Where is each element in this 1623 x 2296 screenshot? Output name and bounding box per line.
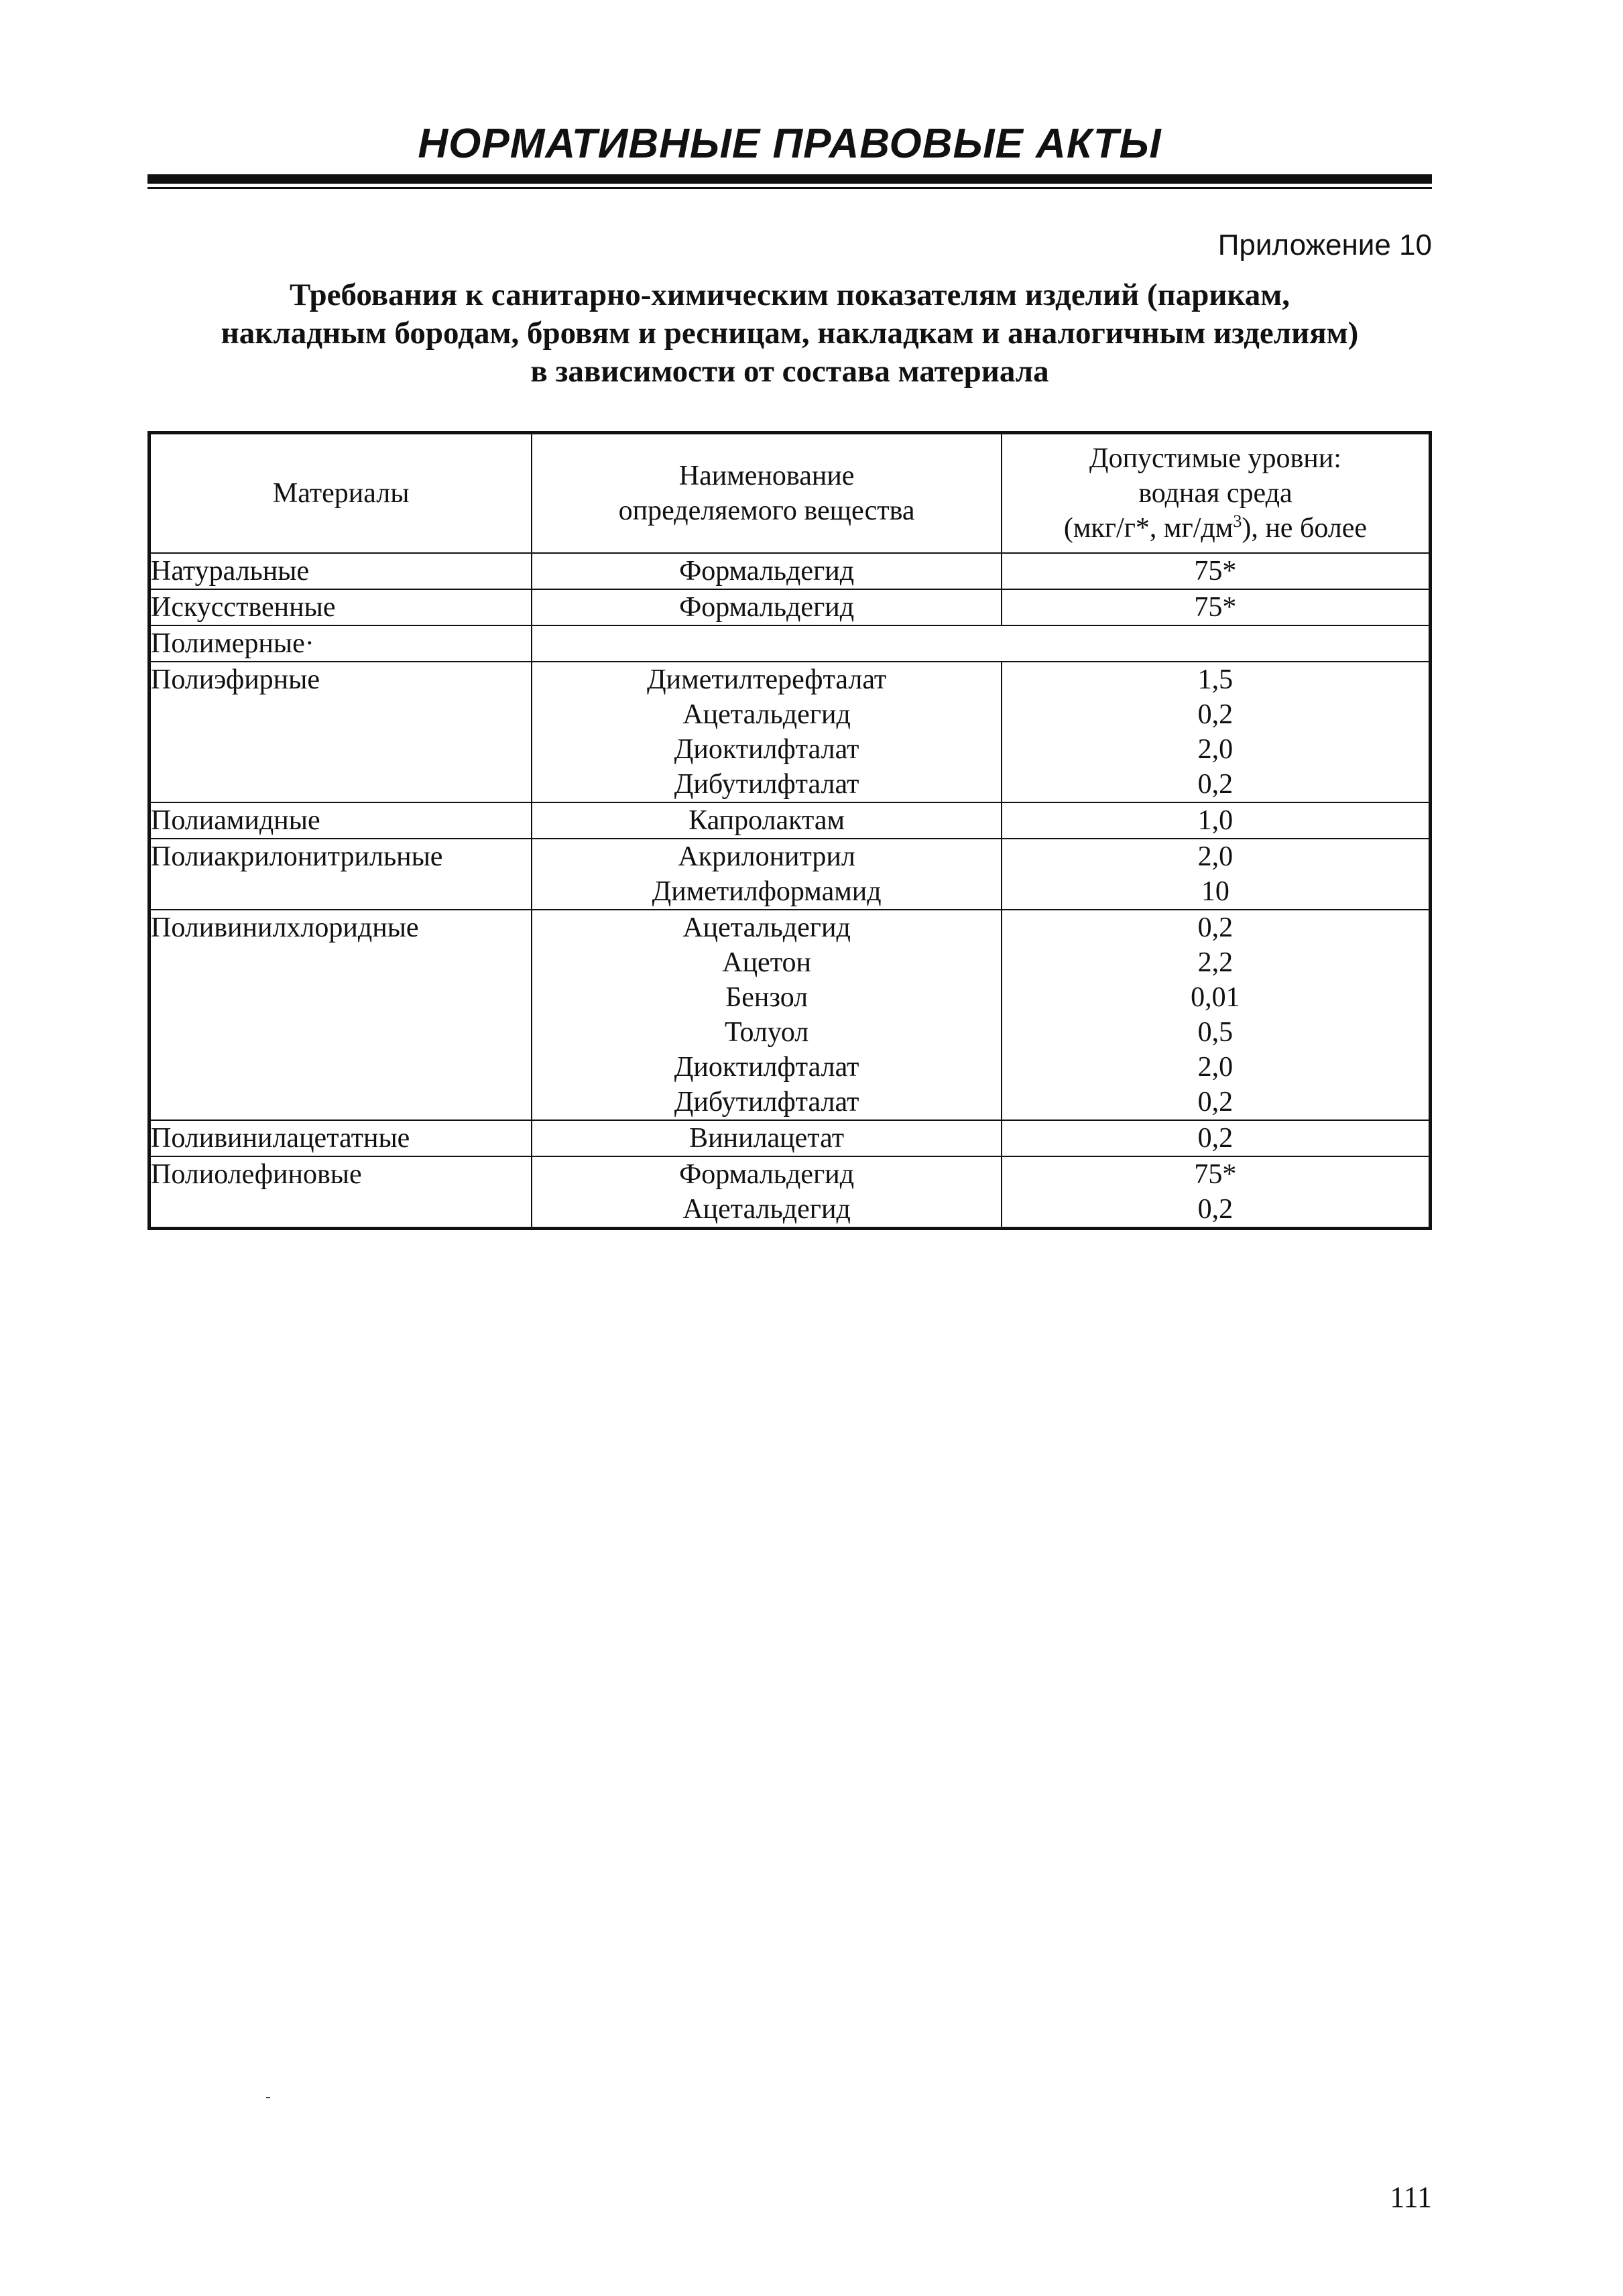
header-materials xyxy=(149,433,532,554)
material-cell xyxy=(149,802,532,839)
material-cell xyxy=(149,910,532,1120)
header-rule-thick xyxy=(147,174,1432,184)
material-name: Искусственные xyxy=(151,592,336,623)
material-name: Поливинилхлоридные xyxy=(151,912,419,943)
level-value: 2,0 xyxy=(1197,841,1234,872)
level-cell xyxy=(1002,553,1431,589)
substance-name: Формальдегид xyxy=(679,556,855,587)
substance-name: Бензол xyxy=(725,982,808,1013)
substance-name: Ацетальдегид xyxy=(682,1194,851,1225)
material-name: Полиамидные xyxy=(151,805,320,836)
level-cell xyxy=(1002,802,1431,839)
document-title-line: в зависимости от состава материала xyxy=(530,354,1049,389)
level-value: 0,2 xyxy=(1197,1123,1234,1154)
table-row xyxy=(149,625,1431,662)
level-value: 2,0 xyxy=(1197,734,1234,765)
document-title-line: накладным бородам, бровям и ресницам, накладкам и аналогичным изделиям) xyxy=(221,316,1359,351)
material-cell xyxy=(149,662,532,802)
level-value: 1,0 xyxy=(1197,805,1234,836)
level-value: 1,5 xyxy=(1197,664,1234,695)
level-value: 0,2 xyxy=(1197,1194,1234,1225)
level-value: 2,0 xyxy=(1197,1052,1234,1083)
table-header-row xyxy=(149,433,1431,554)
material-cell xyxy=(149,625,532,662)
header-levels-unit-sup: 3 xyxy=(1233,511,1242,531)
substance-name: Дибутилфталат xyxy=(674,1087,859,1117)
table-body xyxy=(149,553,1431,1229)
table-row xyxy=(149,553,1431,589)
requirements-table xyxy=(147,431,1432,1230)
level-value: 75* xyxy=(1194,1159,1237,1190)
header-levels-unit-post: ), не более xyxy=(1242,513,1368,544)
appendix-label: Приложение 10 xyxy=(1217,229,1432,261)
substance-name: Капролактам xyxy=(688,805,845,836)
table-row xyxy=(149,1120,1431,1156)
level-value: 0,2 xyxy=(1197,769,1234,800)
document-title-line: Требования к санитарно-химическим показателям изделий (парикам, xyxy=(289,278,1290,312)
material-name: Полиолефиновые xyxy=(151,1159,362,1190)
substance-cell xyxy=(532,662,1001,802)
substance-cell xyxy=(532,802,1001,839)
level-value: 0,01 xyxy=(1191,982,1240,1013)
substance-name: Дибутилфталат xyxy=(674,769,859,800)
header-materials-label: Материалы xyxy=(272,478,410,509)
material-name: Полиакрилонитрильные xyxy=(151,841,443,872)
level-value: 0,2 xyxy=(1197,912,1234,943)
header-substance-line: определяемого вещества xyxy=(618,495,915,526)
substance-cell xyxy=(532,839,1001,910)
header-levels-unit xyxy=(1002,511,1429,546)
material-cell xyxy=(149,839,532,910)
level-value: 0,2 xyxy=(1197,1087,1234,1117)
substance-cell xyxy=(532,553,1001,589)
substance-name: Винилацетат xyxy=(689,1123,845,1154)
table-row xyxy=(149,802,1431,839)
substance-name: Диоктилфталат xyxy=(674,1052,859,1083)
level-value: 75* xyxy=(1194,556,1237,587)
section-header-title: НОРМАТИВНЫЕ ПРАВОВЫЕ АКТЫ xyxy=(418,121,1162,167)
document-title xyxy=(147,276,1432,391)
table-row xyxy=(149,662,1431,802)
page-number: 111 xyxy=(1390,2181,1432,2214)
material-cell xyxy=(149,1156,532,1229)
header-levels-line: водная среда xyxy=(1138,478,1293,509)
header-levels-unit-pre: (мкг/г*, мг/дм xyxy=(1063,513,1234,544)
level-cell xyxy=(1002,1156,1431,1229)
level-cell xyxy=(1002,839,1431,910)
level-cell xyxy=(1002,662,1431,802)
level-cell xyxy=(1002,910,1431,1120)
level-value: 2,2 xyxy=(1197,947,1234,978)
material-name: Полиэфирные xyxy=(151,664,320,695)
substance-name xyxy=(532,626,1429,661)
table-row xyxy=(149,1156,1431,1229)
substance-name: Диметилтерефталат xyxy=(646,664,887,695)
substance-name: Акрилонитрил xyxy=(678,841,855,872)
material-cell xyxy=(149,1120,532,1156)
scan-mark xyxy=(266,2097,270,2098)
substance-name: Диметилформамид xyxy=(652,876,882,907)
header-rule-thin xyxy=(147,187,1432,189)
header-levels-line: Допустимые уровни: xyxy=(1089,443,1341,474)
table-row xyxy=(149,910,1431,1120)
substance-cell xyxy=(532,589,1001,625)
level-value: 75* xyxy=(1194,592,1237,623)
header-levels xyxy=(1002,433,1431,554)
substance-cell xyxy=(532,910,1001,1120)
material-cell xyxy=(149,589,532,625)
table-row xyxy=(149,839,1431,910)
substance-name: Ацетон xyxy=(722,947,811,978)
material-name: Полимерные· xyxy=(151,628,314,659)
substance-cell xyxy=(532,1156,1001,1229)
header-substance xyxy=(532,433,1001,554)
substance-name: Диоктилфталат xyxy=(674,734,859,765)
level-value: 0,5 xyxy=(1197,1017,1234,1048)
material-name: Натуральные xyxy=(151,556,310,587)
header-substance-line: Наименование xyxy=(678,461,855,491)
material-cell xyxy=(149,553,532,589)
substance-name: Формальдегид xyxy=(679,592,855,623)
substance-name: Формальдегид xyxy=(679,1159,855,1190)
level-value: 10 xyxy=(1201,876,1229,907)
table-row xyxy=(149,589,1431,625)
material-name: Поливинилацетатные xyxy=(151,1123,410,1154)
level-cell xyxy=(1002,1120,1431,1156)
level-value: 0,2 xyxy=(1197,699,1234,730)
substance-name: Ацетальдегид xyxy=(682,699,851,730)
level-cell xyxy=(1002,589,1431,625)
substance-name: Толуол xyxy=(724,1017,809,1048)
substance-cell xyxy=(532,625,1430,662)
substance-name: Ацетальдегид xyxy=(682,912,851,943)
substance-cell xyxy=(532,1120,1001,1156)
